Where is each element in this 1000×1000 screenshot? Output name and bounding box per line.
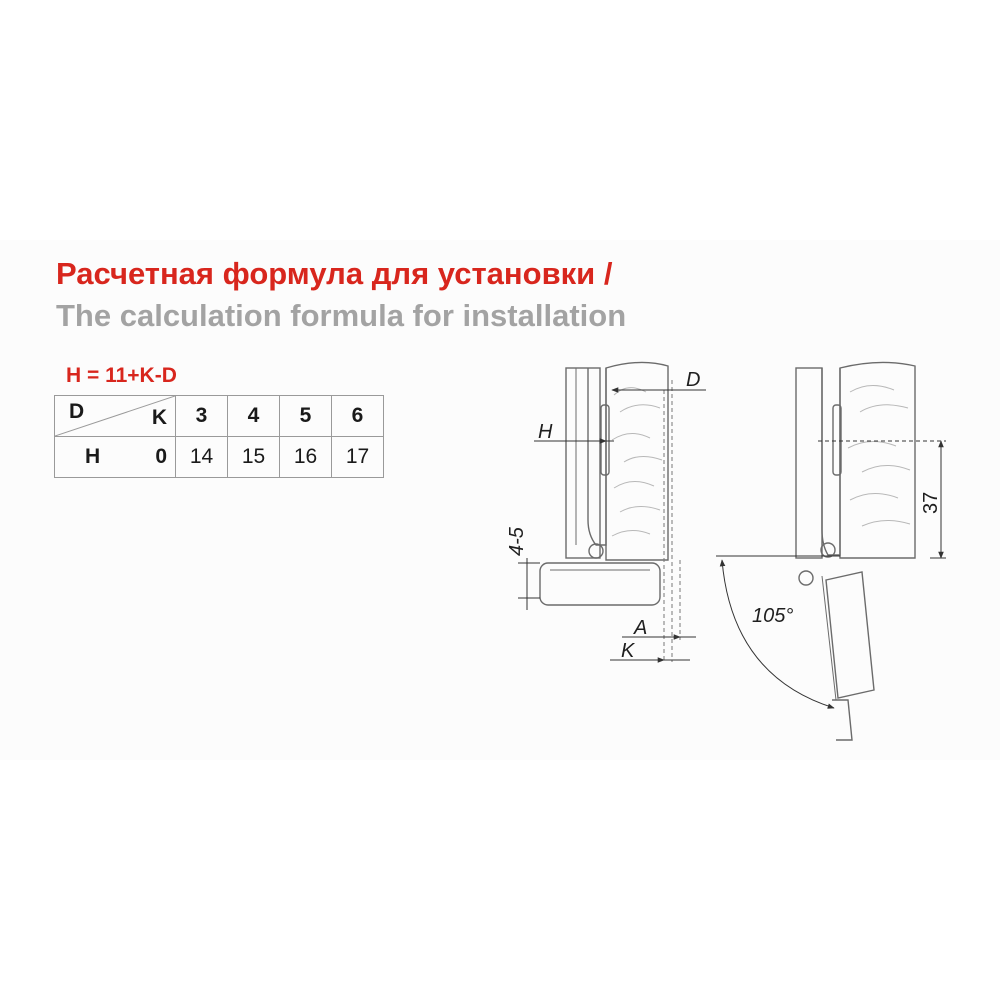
door-hatch	[612, 388, 662, 536]
h-value-cell: 14	[176, 437, 228, 478]
hinge-arm	[588, 368, 606, 545]
label-gap: 4-5	[506, 527, 528, 556]
label-h: H	[538, 421, 553, 443]
corner-label-d: D	[69, 400, 85, 423]
label-angle: 105°	[752, 605, 794, 627]
open-hinge-view	[796, 362, 915, 740]
k-value-cell: 6	[332, 396, 384, 437]
closed-hinge-view	[540, 362, 680, 662]
label-cup-depth: 37	[920, 491, 942, 514]
formula-text: H = 11+K-D	[66, 364, 177, 387]
opened-door-edge	[832, 700, 852, 740]
cabinet-side-panel-open	[796, 368, 822, 558]
hinge-arm-open	[822, 368, 840, 555]
pivot-circle-lower	[799, 571, 813, 585]
row-first-value: 0	[155, 445, 167, 468]
h-value-cell: 15	[228, 437, 280, 478]
h-value-cell: 17	[332, 437, 384, 478]
corner-label-k: K	[151, 406, 167, 429]
cup-slot	[601, 405, 609, 475]
k-value-cell: 5	[280, 396, 332, 437]
heading-russian: Расчетная формула для установки /	[56, 256, 613, 291]
k-value-cell: 4	[228, 396, 280, 437]
label-d: D	[686, 369, 701, 391]
k-value-cell: 3	[176, 396, 228, 437]
heading-english: The calculation formula for installation	[56, 298, 627, 333]
label-k: K	[621, 640, 635, 662]
open-view-dimensions	[716, 441, 946, 708]
h-value-cell: 16	[280, 437, 332, 478]
pivot-circle	[589, 544, 603, 558]
label-a: A	[634, 617, 648, 639]
door-hatch-open	[848, 385, 910, 526]
cabinet-side-panel	[566, 368, 600, 558]
mounting-plate	[540, 563, 660, 605]
row-label-h: H	[85, 445, 101, 468]
